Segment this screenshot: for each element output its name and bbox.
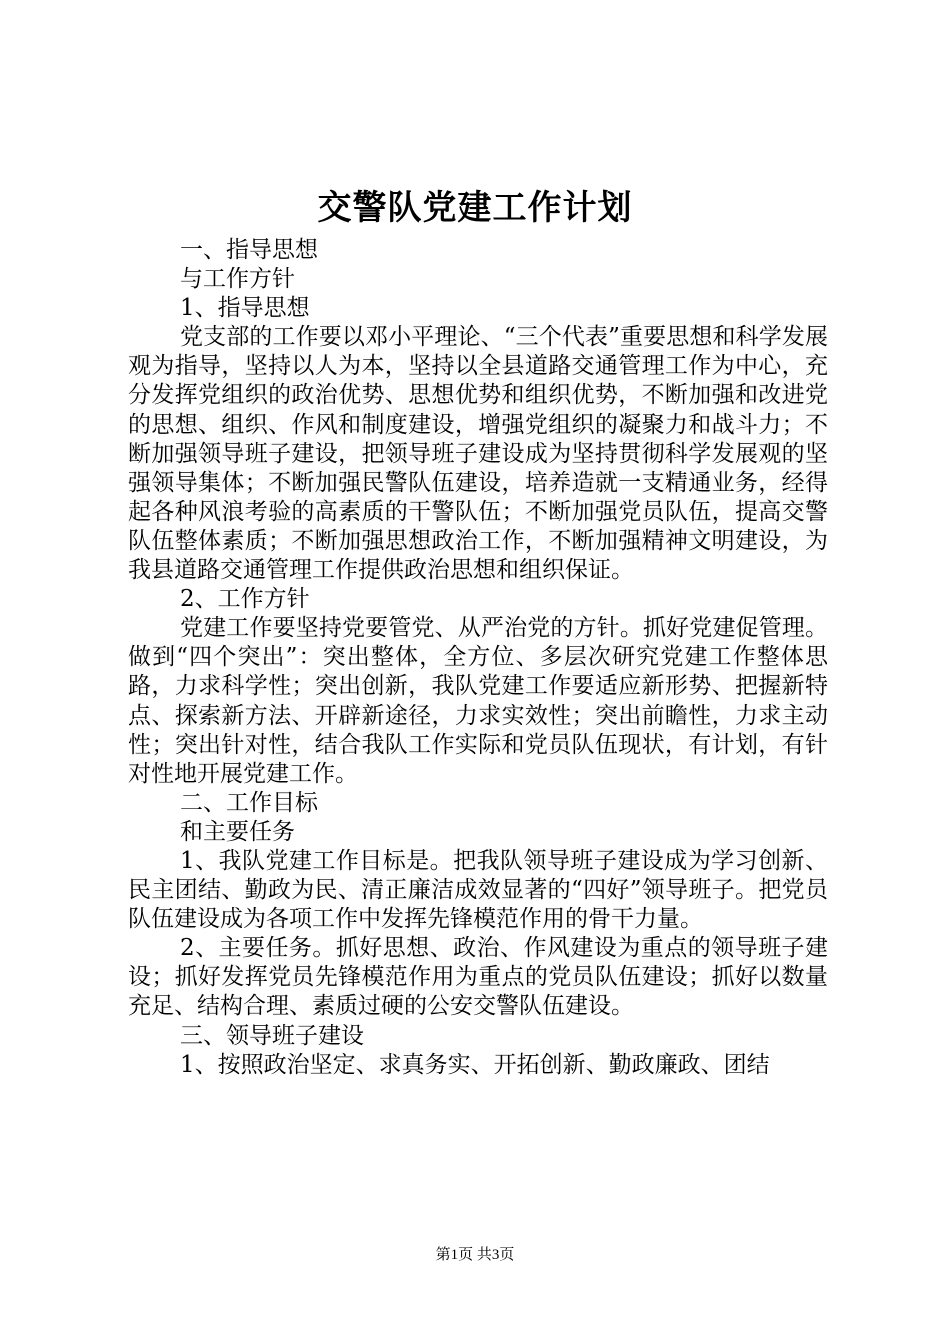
subsection-heading: 1、指导思想	[180, 295, 310, 322]
section-heading: 与工作方针	[180, 266, 295, 293]
document-body	[128, 236, 828, 1080]
paragraph: 1、按照政治坚定、求真务实、开拓创新、勤政廉政、团结	[180, 1051, 770, 1078]
document-title: 交警队党建工作计划	[317, 188, 633, 228]
page-footer: 第1页 共3页	[435, 1247, 515, 1263]
paragraph: 党支部的工作要以邓小平理论、“三个代表”重要思想和科学发展观为指导，坚持以人为本，坚持以全县道路交通管理工作为中心，充分发挥党组织的政治优势、思想优势和组织优势，不断加强和改进党的思想、组织、作风和制度建设，增强党组织的凝聚力和战斗力；不断加强领导班子建设，把领导班子建设成为坚持贯彻科学发展观的坚强领导集体；不断加强民警队伍建设，培养造就一支精通业务，经得起各种风浪考验的高素质的干警队伍；不断加强党员队伍，提高交警队伍整体素质；不断加强思想政治工作，不断加强精神文明建设，为我县道路交通管理工作提供政治思想和组织保证。	[128, 324, 828, 584]
section-heading: 一、指导思想	[180, 237, 318, 263]
paragraph: 2、主要任务。抓好思想、政治、作风建设为重点的领导班子建设；抓好发挥党员先锋模范作用为重点的党员队伍建设；抓好以数量充足、结构合理、素质过硬的公安交警队伍建设。	[128, 935, 828, 1020]
section-heading: 二、工作目标	[180, 789, 318, 816]
paragraph: 党建工作要坚持党要管党、从严治党的方针。抓好党建促管理。做到“四个突出”：突出整体，全方位、多层次研究党建工作整体思路，力求科学性；突出创新，我队党建工作要适应新形势、把握新特点、探索新方法、开辟新途径，力求实效性；突出前瞻性，力求主动性；突出针对性，结合我队工作实际和党员队伍现状，有计划，有针对性地开展党建工作。	[128, 615, 828, 787]
paragraph: 1、我队党建工作目标是。把我队领导班子建设成为学习创新、民主团结、勤政为民、清正廉洁成效显著的“四好”领导班子。把党员队伍建设成为各项工作中发挥先锋模范作用的骨干力量。	[128, 847, 828, 933]
section-heading: 三、领导班子建设	[180, 1022, 364, 1049]
subsection-heading: 2、工作方针	[180, 586, 310, 613]
section-heading: 和主要任务	[180, 818, 295, 845]
